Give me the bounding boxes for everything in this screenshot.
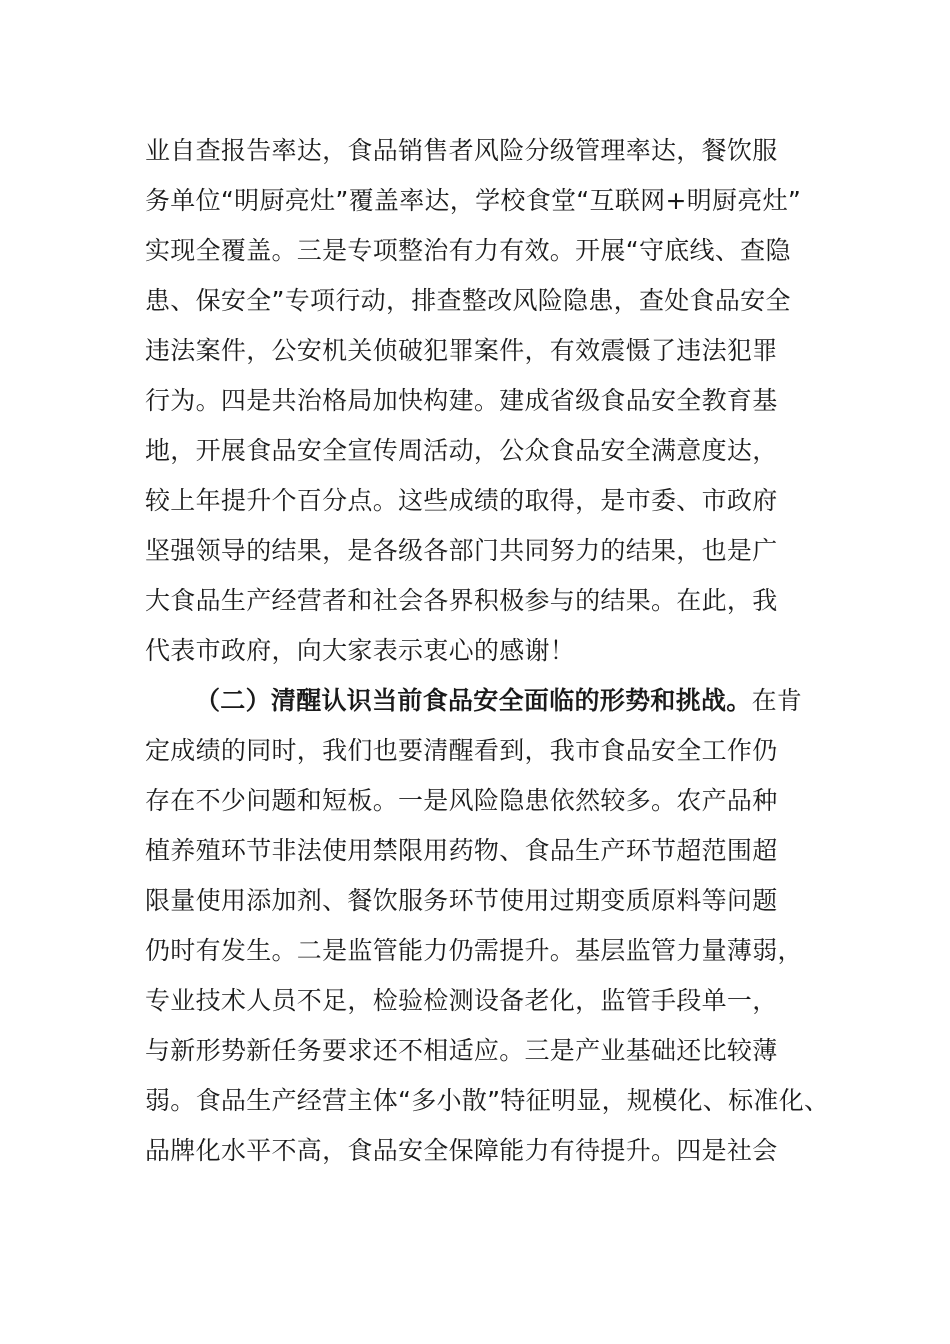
- text-line: 地，开展食品安全宣传周活动，公众食品安全满意度达，: [145, 436, 778, 465]
- text-line: 植养殖环节非法使用禁限用药物、食品生产环节超范围超: [145, 836, 778, 865]
- text-line: 存在不少问题和短板。一是风险隐患依然较多。农产品种: [145, 786, 778, 815]
- text-line: 代表市政府，向大家表示衷心的感谢！: [145, 636, 576, 665]
- text-line: 弱。食品生产经营主体“多小散”特征明显，规模化、标准化、: [145, 1086, 830, 1115]
- text-line: 品牌化水平不高，食品安全保障能力有待提升。四是社会: [145, 1136, 778, 1165]
- text-line: 实现全覆盖。三是专项整治有力有效。开展“守底线、查隐: [145, 236, 791, 265]
- text-line: 大食品生产经营者和社会各界积极参与的结果。在此，我: [145, 586, 778, 615]
- text-line: 专业技术人员不足，检验检测设备老化，监管手段单一，: [145, 986, 778, 1015]
- text-line: 坚强领导的结果，是各级各部门共同努力的结果，也是广: [145, 536, 778, 565]
- section-heading-line: [145, 676, 825, 726]
- section-heading: （二）清醒认识当前食品安全面临的形势和挑战。: [195, 686, 752, 715]
- section-heading-tail: 在肯: [751, 686, 803, 715]
- text-line: 较上年提升个百分点。这些成绩的取得，是市委、市政府: [145, 486, 778, 515]
- text-line: 行为。四是共治格局加快构建。建成省级食品安全教育基: [145, 386, 778, 415]
- text-line: 患、保安全”专项行动，排查整改风险隐患，查处食品安全: [145, 286, 791, 315]
- text-line: 限量使用添加剂、餐饮服务环节使用过期变质原料等问题: [145, 886, 778, 915]
- text-line: 务单位“明厨亮灶”覆盖率达，学校食堂“互联网+明厨亮灶”: [145, 186, 802, 215]
- text-line: 定成绩的同时，我们也要清醒看到，我市食品安全工作仍: [145, 736, 778, 765]
- text-line: 业自查报告率达，食品销售者风险分级管理率达，餐饮服: [145, 136, 778, 165]
- body-text: [145, 126, 830, 1176]
- text-line: 违法案件，公安机关侦破犯罪案件，有效震慑了违法犯罪: [145, 336, 778, 365]
- text-line: 与新形势新任务要求还不相适应。三是产业基础还比较薄: [145, 1036, 778, 1065]
- text-line: 仍时有发生。二是监管能力仍需提升。基层监管力量薄弱，: [145, 936, 803, 965]
